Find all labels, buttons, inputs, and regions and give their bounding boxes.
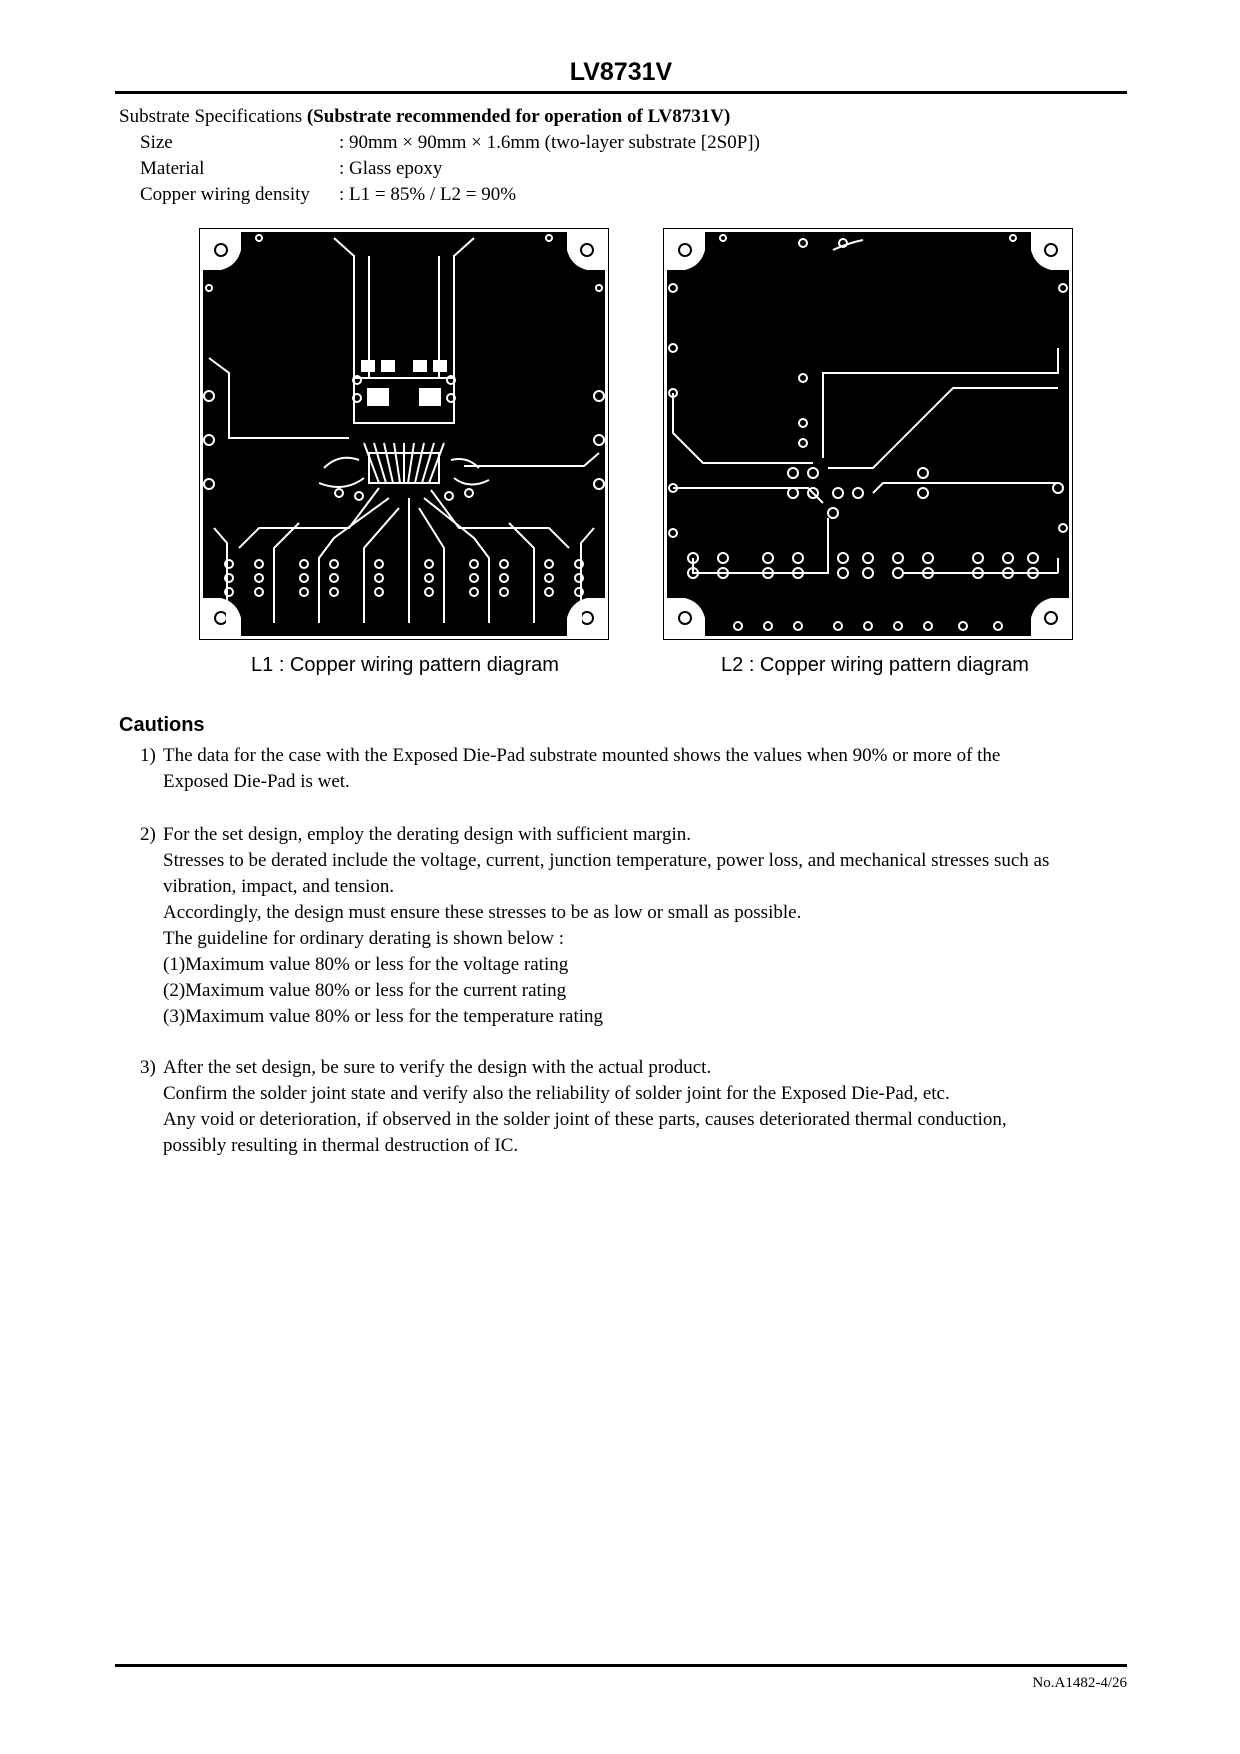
cautions-heading: Cautions xyxy=(119,714,205,736)
caution-line: vibration, impact, and tension. xyxy=(163,876,395,897)
spec-heading-plain: Substrate Specifications xyxy=(119,106,307,127)
caution-line: The data for the case with the Exposed Die-Pad substrate mounted shows the values when 90% or more of the xyxy=(163,745,1001,766)
caution-line: Confirm the solder joint state and verify also the reliability of solder joint for the Exposed Die-Pad, etc. xyxy=(163,1083,950,1104)
spec-heading xyxy=(119,106,730,128)
l2-caption: L2 : Copper wiring pattern diagram xyxy=(721,654,1029,676)
footer-rule xyxy=(115,1664,1127,1667)
caution-line: The guideline for ordinary derating is shown below : xyxy=(163,928,565,949)
spec-label: Material xyxy=(140,158,205,179)
spec-label: Copper wiring density xyxy=(140,184,310,205)
spec-label: Size xyxy=(140,132,173,153)
l1-board-svg xyxy=(199,228,609,640)
caution-line: Stresses to be derated include the voltage, current, junction temperature, power loss, and mechanical stresses such as xyxy=(163,850,1050,871)
caution-line: possibly resulting in thermal destruction of IC. xyxy=(163,1135,519,1156)
spec-heading-bold: (Substrate recommended for operation of LV8731V) xyxy=(306,106,731,127)
spec-row-copper-density xyxy=(140,184,516,206)
l2-wiring-pattern-diagram xyxy=(663,228,1073,640)
page-number: No.A1482-4/26 xyxy=(1032,1675,1127,1691)
l1-wiring-pattern-diagram xyxy=(199,228,609,640)
caution-number: 3) xyxy=(140,1057,156,1078)
caution-line: For the set design, employ the derating design with sufficient margin. xyxy=(163,824,692,845)
caution-line: (2)Maximum value 80% or less for the current rating xyxy=(163,980,567,1001)
caution-line: Any void or deterioration, if observed in the solder joint of these parts, causes deteriorated thermal conduction, xyxy=(163,1109,1007,1130)
caution-line: (3)Maximum value 80% or less for the temperature rating xyxy=(163,1006,604,1027)
document-title: LV8731V xyxy=(569,58,673,86)
caution-item-3 xyxy=(140,1055,1007,1159)
spec-row-size xyxy=(140,132,760,154)
spec-value: : Glass epoxy xyxy=(339,158,443,179)
l2-board-svg xyxy=(663,228,1073,640)
caution-number: 2) xyxy=(140,824,156,845)
caution-item-1 xyxy=(140,743,1001,795)
spec-value: : 90mm × 90mm × 1.6mm (two-layer substrate [2S0P]) xyxy=(339,132,760,153)
spec-value: : L1 = 85% / L2 = 90% xyxy=(339,184,517,205)
caution-number: 1) xyxy=(140,745,156,766)
caution-line: Exposed Die-Pad is wet. xyxy=(163,771,350,792)
l1-caption: L1 : Copper wiring pattern diagram xyxy=(251,654,559,676)
caution-line: (1)Maximum value 80% or less for the voltage rating xyxy=(163,954,569,975)
caution-item-2 xyxy=(140,822,1050,1030)
header-rule xyxy=(115,91,1127,94)
caution-line: After the set design, be sure to verify the design with the actual product. xyxy=(163,1057,712,1078)
spec-row-material xyxy=(140,158,442,180)
caution-line: Accordingly, the design must ensure these stresses to be as low or small as possible. xyxy=(163,902,802,923)
